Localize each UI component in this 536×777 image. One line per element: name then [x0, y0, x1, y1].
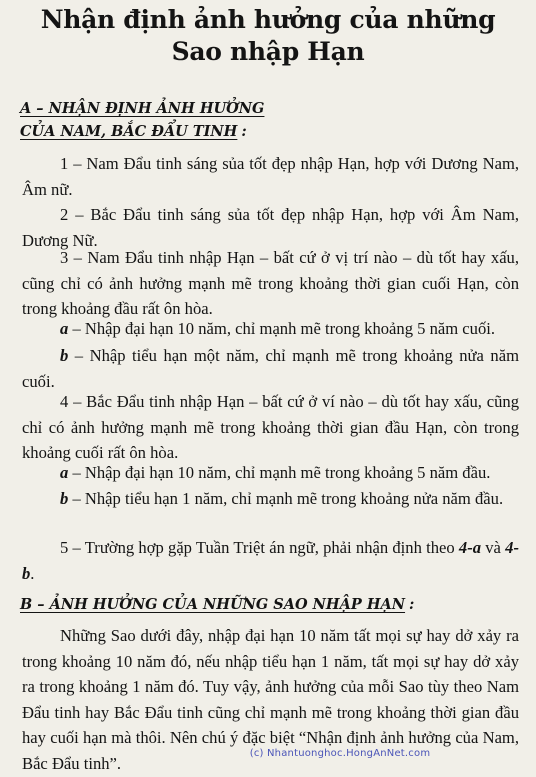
item-5-ref-4a: 4-a — [458, 538, 482, 557]
section-a-item-3b — [22, 343, 519, 394]
section-b-heading-colon: : — [409, 596, 415, 613]
item-5-ref-4b: 4-b — [22, 538, 519, 583]
section-a-heading-text: CỦA NAM, BẮC ĐẨU TINH — [20, 123, 238, 140]
section-a-item-4a — [22, 460, 519, 486]
item-4a-text: – Nhập đại hạn 10 năm, chỉ mạnh mẽ trong khoảng 5 năm đầu. — [68, 463, 491, 482]
item-4b-label: b — [60, 489, 69, 508]
section-a-heading-colon: : — [241, 123, 247, 140]
item-3b-label: b — [60, 346, 69, 365]
section-b-paragraph: Những Sao dưới đây, nhập đại hạn 10 năm tất mọi sự hay dở xảy ra trong khoảng 10 năm đó, nếu nhập tiểu hạn 1 năm, tất mọi sự hay dở xảy ra trong khoảng 1 năm đó. Tuy vậy, ảnh hưởng của mỗi Sao tùy theo Nam Đẩu tinh hay Bắc Đẩu tinh cũng chỉ mạnh mẽ trong khoảng thời gian đầu hay cuối hạn mà thôi. Nên chú ý đặc biệt “Nhận định ảnh hưởng của Nam, Bắc Đẩu tinh”. — [22, 626, 519, 773]
item-3b-text: – Nhập tiểu hạn một năm, chỉ mạnh mẽ trong khoảng nửa năm cuối. — [22, 346, 519, 391]
section-a-heading-line1: A – NHẬN ĐỊNH ẢNH HƯỞNG — [20, 100, 265, 117]
section-b-heading — [20, 594, 414, 616]
section-a-item-5 — [22, 535, 519, 586]
item-5-text: 5 – Trường hợp gặp Tuần Triệt án ngữ, phải nhận định theo — [60, 538, 459, 557]
item-3a-label: a — [60, 319, 69, 338]
watermark-footer: (c) Nhantuonghoc.HongAnNet.com — [249, 748, 431, 759]
section-a-item-3a — [22, 316, 519, 342]
item-5-end: . — [30, 563, 35, 583]
section-a-item-1: 1 – Nam Đẩu tinh sáng sủa tốt đẹp nhập Hạn, hợp với Dương Nam, Âm nữ. — [22, 154, 519, 199]
page-title: Nhận định ảnh hưởng của những Sao nhập Hạn — [40, 5, 496, 66]
section-a-item-4: 4 – Bắc Đẩu tinh nhập Hạn – bất cứ ở ví nào – dù tốt hay xấu, cũng chỉ có ảnh hưởng mạnh mẽ trong khoảng thời gian đầu Hạn, còn trong khoảng cuối rất ôn hòa. — [22, 392, 519, 463]
section-b-heading-text: B – ẢNH HƯỞNG CỦA NHỮNG SAO NHẬP HẠN — [20, 596, 406, 613]
section-a-item-2: 2 – Bắc Đẩu tinh sáng sủa tốt đẹp nhập Hạn, hợp với Âm Nam, Dương Nữ. — [22, 205, 519, 250]
section-a-item-4b — [22, 486, 519, 512]
section-a-heading-line2 — [20, 121, 247, 143]
item-3a-text: – Nhập đại hạn 10 năm, chỉ mạnh mẽ trong khoảng 5 năm cuối. — [68, 319, 496, 338]
item-4a-label: a — [60, 463, 69, 482]
section-a-item-3: 3 – Nam Đẩu tinh nhập Hạn – bất cứ ở vị trí nào – dù tốt hay xấu, cũng chỉ có ảnh hưởng mạnh mẽ trong khoảng thời gian cuối Hạn, còn trong khoảng đầu rất ôn hòa. — [22, 248, 519, 319]
item-4b-text: – Nhập tiểu hạn 1 năm, chỉ mạnh mẽ trong khoảng nửa năm đầu. — [68, 489, 504, 508]
item-5-and: và — [481, 538, 506, 557]
